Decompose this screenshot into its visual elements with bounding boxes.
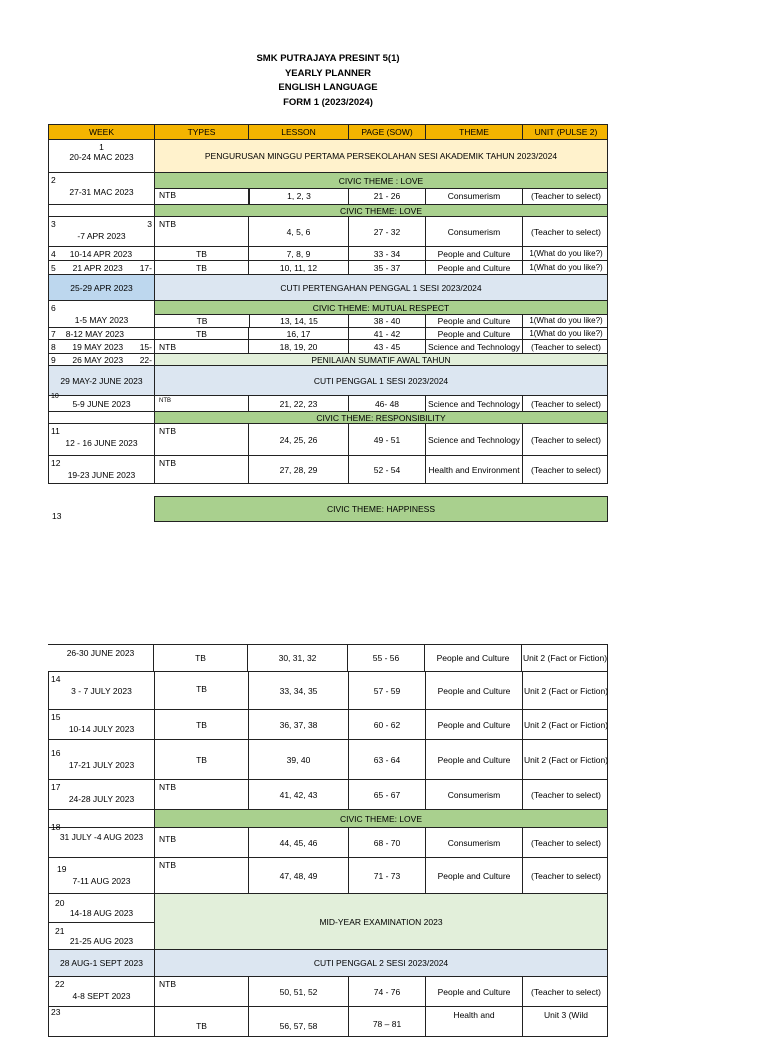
type-cell: NTB — [155, 858, 249, 893]
unit-cell: 1(What do you like?) — [529, 315, 603, 325]
week-cell — [49, 977, 155, 1006]
week-date: 26-30 JUNE 2023 — [48, 645, 154, 671]
table-row — [48, 412, 608, 424]
lesson-cell: 1, 2, 3 — [249, 188, 349, 204]
week-number: 3 — [51, 219, 56, 229]
type-cell: NTB — [155, 340, 249, 353]
week-number: 14 — [51, 674, 61, 684]
week-number: 22 — [55, 979, 65, 989]
theme-cell: People and Culture — [426, 977, 523, 1006]
week-cell — [49, 301, 155, 327]
table-row — [48, 810, 608, 828]
week-date: 21-25 AUG 2023 — [69, 936, 134, 946]
table-row — [48, 301, 608, 328]
holiday-note: CUTI PENGGAL 2 SESI 2023/2024 — [155, 950, 607, 976]
table-row — [48, 328, 608, 340]
unit-cell: (Teacher to select) — [531, 789, 601, 800]
week-date: 4-8 SEPT 2023 — [72, 991, 131, 1001]
week-date: 10-14 APR 2023 — [69, 248, 133, 259]
table-row — [48, 340, 608, 354]
week-cell — [49, 217, 155, 246]
unit-cell: 1(What do you like?) — [529, 248, 603, 258]
page-cell: 57 - 59 — [349, 672, 426, 709]
assessment-banner: PENILAIAN SUMATIF AWAL TAHUN — [155, 354, 607, 365]
header-types: TYPES — [155, 125, 249, 139]
holiday-date-cell: 28 AUG-1 SEPT 2023 — [49, 950, 155, 976]
week-number: 18 — [51, 822, 61, 832]
table-row — [48, 354, 608, 366]
week-number: 9 — [51, 354, 56, 365]
week-date: 27-31 MAC 2023 — [69, 187, 134, 197]
lesson-cell: 56, 57, 58 — [249, 1007, 349, 1036]
civic-theme-banner: CIVIC THEME: HAPPINESS — [154, 496, 608, 522]
week-number-right: 15- — [139, 341, 152, 352]
civic-theme-label: CIVIC THEME : LOVE — [338, 175, 424, 186]
lesson-cell: 27, 28, 29 — [249, 456, 349, 483]
type-cell: TB — [155, 247, 249, 260]
page-cell: 49 - 51 — [349, 424, 426, 455]
page-cell: 55 - 56 — [348, 645, 425, 671]
school-name: SMK PUTRAJAYA PRESINT 5(1) — [256, 53, 400, 64]
week-cell — [49, 894, 155, 949]
week-date: 1-5 MAY 2023 — [74, 315, 129, 325]
week-number: 6 — [51, 303, 56, 313]
lesson-cell: 39, 40 — [249, 740, 349, 779]
unit-cell: (Teacher to select) — [531, 434, 601, 445]
table-row — [48, 1007, 608, 1037]
unit-cell: (Teacher to select) — [531, 398, 601, 409]
holiday-note: CUTI PENGGAL 1 SESI 2023/2024 — [155, 366, 607, 395]
table-row — [48, 366, 608, 396]
week-number: 17 — [51, 782, 61, 792]
table-row — [48, 780, 608, 810]
lesson-cell: 16, 17 — [249, 328, 349, 339]
theme-cell: People and Culture — [426, 740, 523, 779]
week-number: 2 — [51, 175, 56, 185]
page-cell: 33 - 34 — [349, 247, 426, 260]
lesson-cell: 13, 14, 15 — [249, 314, 349, 327]
week-cell — [49, 247, 155, 260]
header-week: WEEK — [49, 125, 155, 139]
header-unit: UNIT (PULSE 2) — [534, 127, 598, 137]
unit-cell: (Teacher to select) — [531, 986, 601, 997]
week-number: 16 — [51, 748, 61, 758]
civic-theme-banner — [155, 301, 607, 315]
week-number-right: 3 — [147, 219, 152, 229]
week-number: 15 — [51, 712, 61, 722]
week-number: 12 — [51, 458, 61, 468]
type-cell: NTB — [155, 828, 249, 857]
week-cell — [49, 710, 155, 739]
week-cell — [49, 328, 155, 339]
week-cell — [49, 354, 155, 365]
week-number: 21 — [55, 926, 65, 936]
table-row — [48, 393, 608, 412]
table-header-row — [48, 124, 608, 140]
civic-theme-banner: CIVIC THEME: LOVE — [155, 205, 607, 216]
type-cell: TB — [155, 672, 249, 709]
lesson-cell: 24, 25, 26 — [249, 424, 349, 455]
week-date: 7-11 AUG 2023 — [72, 876, 131, 886]
lesson-cell: 7, 8, 9 — [249, 247, 349, 260]
table-row — [48, 858, 608, 894]
table-row — [48, 950, 608, 977]
week-date: 19 MAY 2023 — [72, 341, 124, 352]
type-cell: TB — [155, 1007, 249, 1036]
page-cell: 71 - 73 — [349, 858, 426, 893]
lesson-cell: 33, 34, 35 — [249, 672, 349, 709]
week-number: 7 — [51, 328, 56, 339]
table-row — [48, 977, 608, 1007]
type-cell: NTB — [155, 456, 249, 483]
week-date: 31 JULY -4 AUG 2023 — [59, 832, 144, 842]
theme-cell: People and Culture — [426, 247, 523, 260]
type-cell: TB — [154, 645, 248, 671]
planner-title: YEARLY PLANNER — [284, 67, 372, 79]
type-cell: TB — [155, 261, 249, 274]
week-date: 5-9 JUNE 2023 — [72, 398, 131, 409]
week-number: 20 — [55, 898, 65, 908]
midyear-exam-banner: MID-YEAR EXAMINATION 2023 — [155, 894, 607, 949]
table-row — [48, 275, 608, 301]
first-week-note: PENGURUSAN MINGGU PERTAMA PERSEKOLAHAN SESI AKADEMIK TAHUN 2023/2024 — [155, 140, 607, 172]
theme-cell: Consumerism — [426, 828, 523, 857]
week-number: 5 — [51, 262, 56, 273]
week-cell — [49, 810, 155, 827]
week-date: 10-14 JULY 2023 — [68, 724, 135, 734]
lesson-cell: 44, 45, 46 — [249, 828, 349, 857]
document-header — [190, 52, 466, 110]
type-cell: NTB — [155, 188, 249, 204]
theme-cell: Science and Technology — [426, 396, 523, 411]
table-row — [48, 140, 608, 173]
page-cell: 65 - 67 — [349, 780, 426, 809]
type-cell: TB — [155, 740, 249, 779]
theme-cell: Science and Technology — [426, 340, 523, 353]
week-date: 12 - 16 JUNE 2023 — [65, 438, 138, 448]
unit-cell: Unit 2 (Fact or Fiction) — [523, 719, 609, 730]
page-cell: 74 - 76 — [349, 977, 426, 1006]
week-cell — [49, 858, 155, 893]
table-row — [48, 456, 608, 484]
type-cell: NTB — [155, 780, 249, 809]
civic-theme-banner: CIVIC THEME: RESPONSIBILITY — [155, 412, 607, 423]
theme-cell: People and Culture — [426, 672, 523, 709]
week-cell — [49, 393, 155, 411]
civic-theme-banner: CIVIC THEME: LOVE — [155, 810, 607, 827]
lesson-row — [155, 188, 607, 204]
week-number: 10 — [51, 393, 59, 400]
page-cell: 46- 48 — [349, 396, 426, 411]
week-date: 26 MAY 2023 — [72, 354, 124, 365]
type-cell: TB — [196, 315, 208, 326]
table-row — [48, 740, 608, 780]
type-cell: TB — [155, 328, 249, 339]
theme-cell: People and Culture — [426, 328, 523, 339]
subject-title: ENGLISH LANGUAGE — [278, 82, 378, 93]
civic-theme-banner — [155, 173, 607, 189]
page-cell: 21 - 26 — [349, 188, 426, 204]
lesson-row — [155, 314, 607, 327]
week-cell — [49, 1007, 155, 1036]
week-date: -7 APR 2023 — [77, 231, 126, 241]
lesson-cell: 10, 11, 12 — [249, 261, 349, 274]
week-cell — [49, 340, 155, 353]
week-number: 11 — [51, 426, 60, 436]
week-number-right: 22- — [139, 354, 152, 365]
theme-cell: People and Culture — [425, 645, 522, 671]
header-lesson: LESSON — [249, 125, 349, 139]
type-cell: NTB — [155, 424, 249, 455]
week-date: 14-18 AUG 2023 — [69, 908, 134, 918]
page-cell: 78 – 81 — [349, 1007, 426, 1036]
week-number: 19 — [57, 864, 67, 874]
week-cell — [49, 205, 155, 216]
week-cell — [49, 424, 155, 455]
table-row — [48, 644, 608, 672]
theme-cell: People and Culture — [426, 710, 523, 739]
lesson-cell: 4, 5, 6 — [249, 217, 349, 246]
week-cell — [49, 456, 155, 483]
unit-cell: Unit 2 (Fact or Fiction) — [523, 754, 609, 765]
week-number: 4 — [51, 248, 56, 259]
table-row — [48, 217, 608, 247]
unit-cell: (Teacher to select) — [531, 464, 601, 475]
theme-cell: People and Culture — [426, 261, 523, 274]
page-cell: 60 - 62 — [349, 710, 426, 739]
week-cell — [49, 173, 155, 204]
week-number-right: 17- — [139, 262, 152, 273]
lesson-cell: 21, 22, 23 — [249, 396, 349, 411]
holiday-date-cell: 29 MAY-2 JUNE 2023 — [49, 366, 155, 395]
planner-table-top — [48, 124, 608, 484]
page-cell: 41 - 42 — [349, 328, 426, 339]
week-cell — [49, 140, 155, 172]
page-cell: 43 - 45 — [349, 340, 426, 353]
table-row — [48, 710, 608, 740]
week-date: 8-12 MAY 2023 — [65, 328, 125, 339]
unit-cell: Unit 3 (Wild — [544, 1010, 588, 1020]
theme-cell: People and Culture — [426, 858, 523, 893]
planner-table-bottom — [48, 644, 608, 1037]
holiday-note: CUTI PERTENGAHAN PENGGAL 1 SESI 2023/2024 — [155, 275, 607, 300]
unit-cell: (Teacher to select) — [531, 226, 601, 237]
week-date: 20-24 MAC 2023 — [69, 152, 134, 162]
theme-cell: People and Culture — [426, 314, 523, 327]
type-cell: TB — [155, 710, 249, 739]
theme-cell: Health and Environment — [426, 456, 523, 483]
lesson-cell: 50, 51, 52 — [249, 977, 349, 1006]
theme-cell: Health and — [426, 1007, 523, 1036]
unit-cell: (Teacher to select) — [531, 191, 601, 201]
table-row — [48, 822, 608, 858]
week-cell — [49, 672, 155, 709]
week-number: 8 — [51, 341, 56, 352]
week-number: 23 — [51, 1007, 61, 1017]
theme-cell: Consumerism — [426, 217, 523, 246]
week-date: 17-21 JULY 2023 — [68, 760, 135, 770]
unit-cell: (Teacher to select) — [531, 870, 601, 881]
unit-cell: Unit 2 (Fact or Fiction) — [522, 653, 608, 663]
unit-cell: 1(What do you like?) — [529, 262, 603, 272]
week-number: 13 — [52, 511, 62, 521]
type-cell: NTB — [155, 217, 249, 246]
unit-cell: (Teacher to select) — [531, 837, 601, 848]
week-cell — [49, 261, 155, 274]
week-date: 3 - 7 JULY 2023 — [71, 686, 132, 696]
week-cell — [49, 822, 155, 857]
week-date: 19-23 JUNE 2023 — [67, 470, 136, 480]
table-row — [48, 261, 608, 275]
type-cell: NTB — [155, 977, 249, 1006]
type-cell: NTB — [155, 396, 249, 411]
table-row — [48, 424, 608, 456]
table-row — [48, 672, 608, 710]
header-page: PAGE (SOW) — [349, 125, 426, 139]
page-cell: 63 - 64 — [349, 740, 426, 779]
theme-cell: Consumerism — [426, 188, 523, 204]
holiday-date-cell: 25-29 APR 2023 — [49, 275, 155, 300]
lesson-cell: 47, 48, 49 — [249, 858, 349, 893]
page-cell: 38 - 40 — [349, 314, 426, 327]
table-row — [48, 173, 608, 205]
form-title: FORM 1 (2023/2024) — [283, 96, 373, 108]
table-row — [48, 894, 608, 950]
week-date: 21 APR 2023 — [72, 262, 123, 273]
page-cell: 52 - 54 — [349, 456, 426, 483]
unit-cell: 1(What do you like?) — [529, 328, 603, 338]
civic-theme-label: CIVIC THEME: MUTUAL RESPECT — [312, 302, 450, 313]
header-theme: THEME — [426, 125, 523, 139]
week-cell — [49, 740, 155, 779]
week-cell — [49, 780, 155, 809]
week-cell — [49, 412, 155, 423]
lesson-cell: 41, 42, 43 — [249, 780, 349, 809]
week-date: 24-28 JULY 2023 — [68, 794, 135, 804]
unit-cell: Unit 2 (Fact or Fiction) — [523, 685, 609, 696]
table-row — [48, 247, 608, 261]
lesson-cell: 36, 37, 38 — [249, 710, 349, 739]
page-cell: 68 - 70 — [349, 828, 426, 857]
unit-cell: (Teacher to select) — [531, 341, 601, 352]
page-cell: 27 - 32 — [349, 217, 426, 246]
lesson-cell: 18, 19, 20 — [249, 340, 349, 353]
page-cell: 35 - 37 — [349, 261, 426, 274]
theme-cell: Science and Technology — [426, 424, 523, 455]
theme-cell: Consumerism — [426, 780, 523, 809]
lesson-cell: 30, 31, 32 — [248, 645, 348, 671]
table-row — [48, 205, 608, 217]
week-number: 1 — [99, 142, 104, 152]
